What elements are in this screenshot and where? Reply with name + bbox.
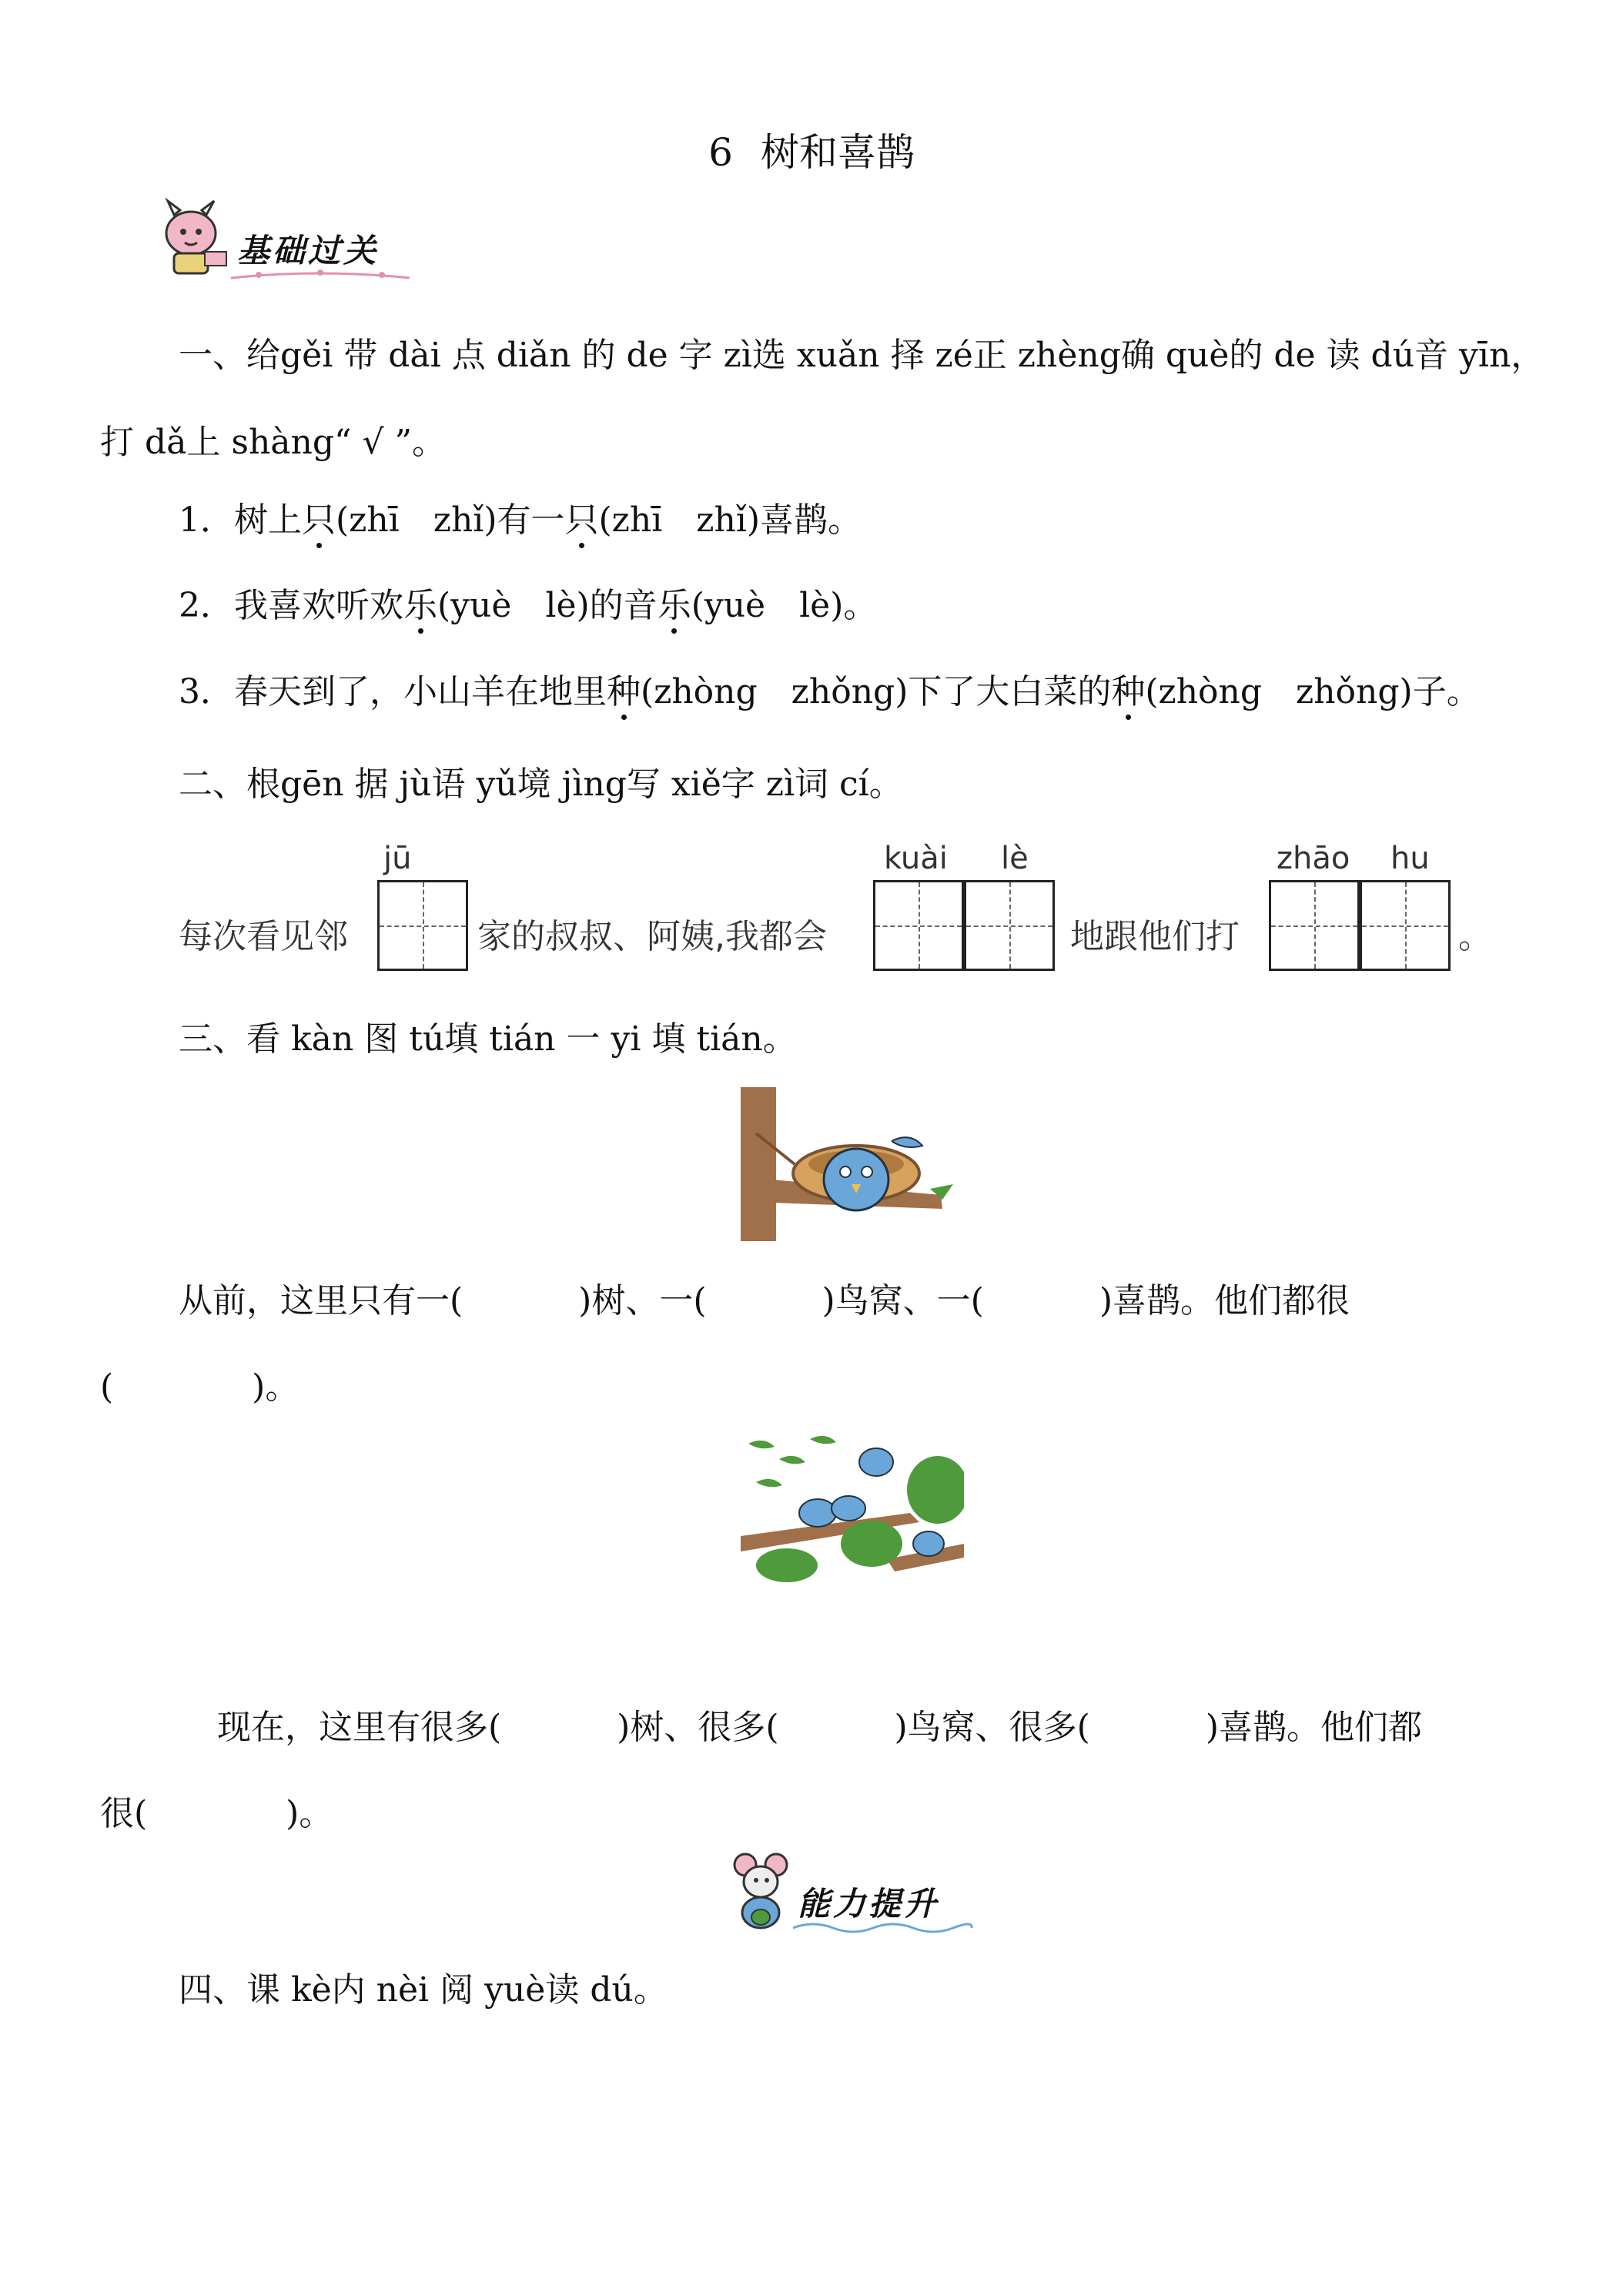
dotted-char: 种 (607, 672, 641, 711)
mouse-mascot-icon (731, 1848, 793, 1933)
badge-basic-label: 基础过关 (237, 232, 380, 269)
p1-text-f: )。 (252, 1367, 300, 1407)
q3-paragraph-1-line-2 (100, 1367, 300, 1407)
pinyin-zhao: zhāo (1277, 841, 1350, 876)
q1-item-1 (179, 500, 862, 540)
q3-paragraph-2-line-1 (217, 1708, 1423, 1747)
writing-box[interactable] (1360, 880, 1451, 971)
p1-text-b: )树、一( (578, 1281, 707, 1320)
dotted-char: 只 (302, 500, 336, 540)
dotted-char: 只 (564, 500, 599, 540)
q1-heading-line1: 一、给gěi 带 dài 点 diǎn 的 de 字 zì选 xuǎn 择 zé正 zhèng确 què的 de 读 dú音 yīn， (179, 336, 1545, 375)
pinyin-ju: jū (383, 841, 412, 876)
badge-basic-underline (228, 267, 413, 286)
p1-text-e: ( (100, 1367, 114, 1407)
q1-item-2 (179, 586, 878, 625)
q1-item-2-text: 2．我喜欢听欢 (179, 586, 403, 625)
q3-paragraph-2-line-2 (100, 1794, 333, 1833)
p1-text-a: 从前，这里只有一( (179, 1281, 463, 1320)
pinyin-hu: hu (1390, 841, 1430, 876)
q1-item-1-text: 1．树上 (179, 500, 302, 540)
q1-item-3-options-b[interactable]: (zhòng zhǒng)子。 (1145, 672, 1481, 711)
dotted-char: 种 (1111, 672, 1146, 711)
q1-item-1-options-b[interactable]: (zhī zhǐ)喜鹊。 (598, 500, 862, 540)
q1-item-2-options-b[interactable]: (yuè lè)。 (691, 586, 878, 625)
badge-advanced-underline (790, 1919, 975, 1937)
lesson-number: 6 (708, 130, 733, 175)
q2-sentence-part-1: 每次看见邻 (179, 917, 348, 956)
p2-text-a: 现在，这里有很多( (217, 1708, 502, 1747)
badge-advanced-label: 能力提升 (798, 1885, 940, 1923)
p2-text-e: 很( (100, 1794, 148, 1833)
section-badge-advanced (731, 1848, 986, 1940)
q4-heading: 四、课 kè内 nèi 阅 yuè读 dú。 (179, 1970, 668, 2010)
q2-sentence-part-4: 。 (1458, 917, 1492, 956)
p1-text-c: )鸟窝、一( (822, 1281, 984, 1320)
p2-text-c: )鸟窝、很多( (894, 1708, 1090, 1747)
p2-text-d: )喜鹊。他们都 (1205, 1708, 1423, 1747)
writing-box[interactable] (873, 880, 964, 971)
q2-heading: 二、根gēn 据 jù语 yǔ境 jìng写 xiě字 zì词 cí。 (179, 765, 903, 804)
q1-item-3-text: 3．春天到了，小山羊在地里 (179, 672, 607, 711)
pinyin-kuai: kuài (884, 841, 948, 876)
p2-text-f: )。 (286, 1794, 333, 1833)
writing-box[interactable] (377, 880, 468, 971)
p1-text-d: )喜鹊。他们都很 (1099, 1281, 1350, 1320)
goat-mascot-icon (151, 196, 236, 281)
p2-text-b: )树、很多( (617, 1708, 779, 1747)
page-title (0, 122, 1623, 177)
section-badge-basic (151, 196, 413, 289)
one-tree-one-nest-image (741, 1087, 964, 1241)
q1-item-3 (179, 672, 1481, 711)
q3-paragraph-1-line-1 (179, 1281, 1350, 1320)
q2-sentence-part-3: 地跟他们打 (1070, 917, 1240, 956)
writing-box[interactable] (1269, 880, 1360, 971)
q1-item-2-options-a[interactable]: (yuè lè)的音 (437, 586, 658, 625)
q1-item-1-options-a[interactable]: (zhī zhǐ)有一 (336, 500, 565, 540)
q1-heading-line2: 打 dǎ上 shàng“ √ ”。 (100, 423, 447, 462)
lesson-title: 树和喜鹊 (760, 130, 915, 175)
q3-heading: 三、看 kàn 图 tú填 tián 一 yi 填 tián。 (179, 1019, 797, 1059)
q1-item-3-options-a[interactable]: (zhòng zhǒng)下了大白菜的 (641, 672, 1112, 711)
pinyin-le: lè (1001, 841, 1029, 876)
many-trees-many-birds-image (741, 1428, 964, 1582)
dotted-char: 乐 (403, 586, 437, 625)
q2-sentence-part-2: 家的叔叔、阿姨,我都会 (477, 917, 827, 956)
dotted-char: 乐 (657, 586, 691, 625)
writing-box[interactable] (964, 880, 1055, 971)
